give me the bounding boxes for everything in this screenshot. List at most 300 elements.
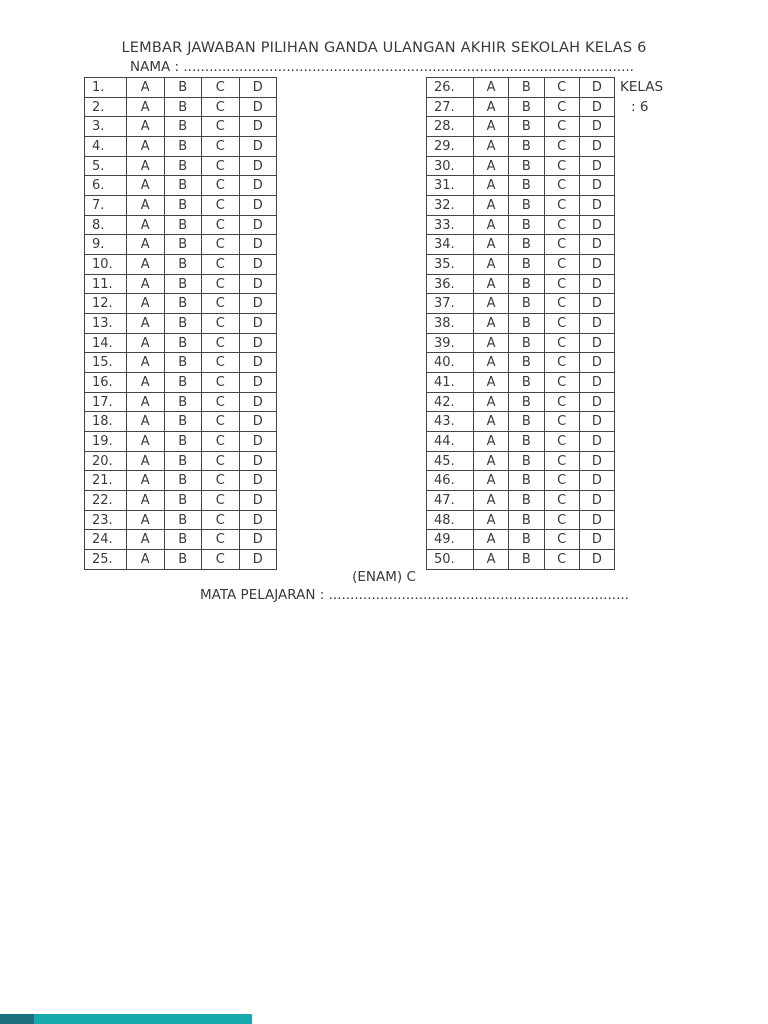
- choice-cell-b: B: [164, 510, 202, 530]
- choice-cell-a: A: [474, 471, 509, 491]
- question-number-cell: 15.: [85, 353, 127, 373]
- answer-table-26-50: [426, 77, 615, 570]
- choice-cell-c: C: [202, 314, 240, 334]
- choice-cell-c: C: [544, 235, 579, 255]
- answer-row: [85, 156, 277, 176]
- choice-cell-b: B: [164, 491, 202, 511]
- choice-cell-a: A: [127, 471, 165, 491]
- choice-cell-d: D: [579, 451, 614, 471]
- choice-cell-b: B: [509, 176, 544, 196]
- choice-cell-c: C: [202, 78, 240, 98]
- choice-cell-b: B: [509, 156, 544, 176]
- choice-cell-b: B: [509, 491, 544, 511]
- choice-cell-b: B: [509, 117, 544, 137]
- answer-row: [427, 176, 615, 196]
- choice-cell-d: D: [579, 432, 614, 452]
- answer-row: [85, 491, 277, 511]
- choice-cell-c: C: [202, 117, 240, 137]
- choice-cell-b: B: [164, 78, 202, 98]
- question-number-cell: 29.: [427, 137, 474, 157]
- question-number-cell: 23.: [85, 510, 127, 530]
- choice-cell-d: D: [239, 432, 277, 452]
- choice-cell-d: D: [579, 156, 614, 176]
- answer-row: [427, 471, 615, 491]
- choice-cell-b: B: [509, 235, 544, 255]
- choice-cell-a: A: [474, 274, 509, 294]
- choice-cell-d: D: [239, 353, 277, 373]
- choice-cell-d: D: [579, 196, 614, 216]
- answer-row: [427, 97, 615, 117]
- choice-cell-c: C: [202, 255, 240, 275]
- choice-cell-b: B: [509, 78, 544, 98]
- choice-cell-c: C: [544, 373, 579, 393]
- choice-cell-a: A: [127, 432, 165, 452]
- answer-row: [85, 314, 277, 334]
- choice-cell-d: D: [239, 392, 277, 412]
- choice-cell-c: C: [202, 156, 240, 176]
- choice-cell-a: A: [474, 196, 509, 216]
- choice-cell-a: A: [127, 137, 165, 157]
- choice-cell-c: C: [544, 412, 579, 432]
- footer-progress-bar-dark-segment: [0, 1014, 34, 1024]
- choice-cell-c: C: [544, 255, 579, 275]
- choice-cell-b: B: [509, 392, 544, 412]
- answer-row: [427, 432, 615, 452]
- subject-label: MATA PELAJARAN :: [200, 587, 329, 603]
- kelas-label: KELAS: [620, 79, 664, 95]
- choice-cell-d: D: [239, 373, 277, 393]
- answer-row: [427, 353, 615, 373]
- choice-cell-d: D: [579, 530, 614, 550]
- choice-cell-a: A: [127, 373, 165, 393]
- choice-cell-b: B: [164, 451, 202, 471]
- choice-cell-c: C: [202, 176, 240, 196]
- choice-cell-b: B: [509, 196, 544, 216]
- choice-cell-d: D: [239, 215, 277, 235]
- answer-row: [427, 491, 615, 511]
- choice-cell-a: A: [127, 215, 165, 235]
- choice-cell-c: C: [202, 471, 240, 491]
- choice-cell-b: B: [509, 274, 544, 294]
- choice-cell-b: B: [164, 412, 202, 432]
- answer-row: [85, 432, 277, 452]
- answer-row: [427, 78, 615, 98]
- question-number-cell: 22.: [85, 491, 127, 511]
- choice-cell-d: D: [239, 491, 277, 511]
- choice-cell-d: D: [239, 137, 277, 157]
- choice-cell-a: A: [474, 333, 509, 353]
- choice-cell-b: B: [509, 314, 544, 334]
- choice-cell-d: D: [579, 274, 614, 294]
- answer-row: [427, 392, 615, 412]
- choice-cell-c: C: [202, 97, 240, 117]
- choice-cell-a: A: [127, 333, 165, 353]
- choice-cell-c: C: [202, 294, 240, 314]
- choice-cell-a: A: [127, 314, 165, 334]
- answer-row: [85, 373, 277, 393]
- choice-cell-a: A: [127, 235, 165, 255]
- question-number-cell: 2.: [85, 97, 127, 117]
- choice-cell-d: D: [239, 117, 277, 137]
- answer-row: [427, 314, 615, 334]
- question-number-cell: 34.: [427, 235, 474, 255]
- page-title: LEMBAR JAWABAN PILIHAN GANDA ULANGAN AKHIR SEKOLAH KELAS 6: [121, 40, 647, 56]
- answer-row: [427, 451, 615, 471]
- answer-row: [85, 274, 277, 294]
- choice-cell-a: A: [127, 97, 165, 117]
- choice-cell-c: C: [202, 432, 240, 452]
- choice-cell-d: D: [579, 176, 614, 196]
- choice-cell-d: D: [579, 117, 614, 137]
- choice-cell-b: B: [164, 215, 202, 235]
- choice-cell-b: B: [164, 432, 202, 452]
- choice-cell-d: D: [239, 255, 277, 275]
- answer-row: [85, 294, 277, 314]
- choice-cell-a: A: [474, 491, 509, 511]
- choice-cell-d: D: [579, 235, 614, 255]
- question-number-cell: 36.: [427, 274, 474, 294]
- answer-row: [85, 78, 277, 98]
- choice-cell-c: C: [544, 530, 579, 550]
- choice-cell-b: B: [509, 215, 544, 235]
- choice-cell-b: B: [164, 333, 202, 353]
- question-number-cell: 11.: [85, 274, 127, 294]
- footer-progress-bar-main-segment: [34, 1014, 252, 1024]
- choice-cell-c: C: [544, 117, 579, 137]
- question-number-cell: 8.: [85, 215, 127, 235]
- choice-cell-c: C: [202, 491, 240, 511]
- question-number-cell: 3.: [85, 117, 127, 137]
- answer-row: [85, 471, 277, 491]
- kelas-value: : 6: [631, 99, 649, 115]
- choice-cell-c: C: [544, 196, 579, 216]
- answer-row: [85, 550, 277, 570]
- question-number-cell: 5.: [85, 156, 127, 176]
- question-number-cell: 20.: [85, 451, 127, 471]
- choice-cell-d: D: [239, 314, 277, 334]
- choice-cell-b: B: [164, 176, 202, 196]
- choice-cell-d: D: [239, 176, 277, 196]
- choice-cell-c: C: [202, 353, 240, 373]
- question-number-cell: 48.: [427, 510, 474, 530]
- choice-cell-c: C: [544, 451, 579, 471]
- subject-field-line: [200, 587, 670, 603]
- question-number-cell: 1.: [85, 78, 127, 98]
- choice-cell-d: D: [579, 373, 614, 393]
- enam-note: (ENAM) C: [352, 569, 416, 585]
- choice-cell-d: D: [239, 530, 277, 550]
- choice-cell-d: D: [579, 314, 614, 334]
- choice-cell-d: D: [579, 97, 614, 117]
- choice-cell-b: B: [509, 471, 544, 491]
- choice-cell-a: A: [127, 274, 165, 294]
- choice-cell-a: A: [474, 235, 509, 255]
- choice-cell-c: C: [202, 530, 240, 550]
- choice-cell-d: D: [579, 333, 614, 353]
- answer-row: [427, 333, 615, 353]
- footer-progress-bar: [0, 1014, 252, 1024]
- choice-cell-b: B: [509, 97, 544, 117]
- question-number-cell: 17.: [85, 392, 127, 412]
- choice-cell-c: C: [544, 176, 579, 196]
- answer-row: [85, 117, 277, 137]
- choice-cell-d: D: [239, 97, 277, 117]
- answer-row: [427, 550, 615, 570]
- question-number-cell: 18.: [85, 412, 127, 432]
- answer-row: [427, 412, 615, 432]
- choice-cell-a: A: [127, 196, 165, 216]
- answer-row: [85, 333, 277, 353]
- answer-row: [427, 137, 615, 157]
- choice-cell-b: B: [509, 550, 544, 570]
- answer-row: [85, 97, 277, 117]
- choice-cell-c: C: [544, 353, 579, 373]
- choice-cell-a: A: [127, 412, 165, 432]
- choice-cell-b: B: [509, 373, 544, 393]
- choice-cell-d: D: [579, 78, 614, 98]
- choice-cell-b: B: [164, 235, 202, 255]
- choice-cell-d: D: [239, 412, 277, 432]
- choice-cell-d: D: [239, 510, 277, 530]
- choice-cell-c: C: [544, 274, 579, 294]
- choice-cell-a: A: [127, 156, 165, 176]
- choice-cell-b: B: [164, 137, 202, 157]
- choice-cell-a: A: [474, 78, 509, 98]
- choice-cell-c: C: [202, 235, 240, 255]
- choice-cell-a: A: [474, 117, 509, 137]
- choice-cell-b: B: [164, 255, 202, 275]
- question-number-cell: 37.: [427, 294, 474, 314]
- choice-cell-c: C: [544, 333, 579, 353]
- choice-cell-b: B: [164, 550, 202, 570]
- choice-cell-d: D: [239, 78, 277, 98]
- answer-row: [427, 255, 615, 275]
- choice-cell-b: B: [164, 117, 202, 137]
- question-number-cell: 46.: [427, 471, 474, 491]
- question-number-cell: 19.: [85, 432, 127, 452]
- question-number-cell: 40.: [427, 353, 474, 373]
- answer-row: [85, 510, 277, 530]
- question-number-cell: 26.: [427, 78, 474, 98]
- choice-cell-c: C: [544, 314, 579, 334]
- answer-row: [427, 235, 615, 255]
- choice-cell-c: C: [544, 294, 579, 314]
- choice-cell-b: B: [164, 471, 202, 491]
- choice-cell-a: A: [127, 491, 165, 511]
- choice-cell-b: B: [164, 97, 202, 117]
- choice-cell-c: C: [202, 510, 240, 530]
- choice-cell-b: B: [509, 137, 544, 157]
- answer-row: [85, 255, 277, 275]
- question-number-cell: 33.: [427, 215, 474, 235]
- choice-cell-a: A: [474, 156, 509, 176]
- choice-cell-b: B: [509, 353, 544, 373]
- name-field-line: [130, 59, 650, 75]
- choice-cell-a: A: [474, 432, 509, 452]
- choice-cell-b: B: [164, 314, 202, 334]
- choice-cell-b: B: [164, 274, 202, 294]
- choice-cell-b: B: [164, 373, 202, 393]
- choice-cell-c: C: [544, 78, 579, 98]
- question-number-cell: 25.: [85, 550, 127, 570]
- answer-row: [85, 530, 277, 550]
- choice-cell-d: D: [579, 392, 614, 412]
- choice-cell-b: B: [164, 156, 202, 176]
- question-number-cell: 4.: [85, 137, 127, 157]
- choice-cell-d: D: [579, 491, 614, 511]
- choice-cell-d: D: [239, 471, 277, 491]
- answer-row: [427, 196, 615, 216]
- choice-cell-a: A: [474, 510, 509, 530]
- choice-cell-d: D: [579, 471, 614, 491]
- answer-row: [427, 373, 615, 393]
- question-number-cell: 24.: [85, 530, 127, 550]
- answer-row: [427, 117, 615, 137]
- choice-cell-d: D: [239, 294, 277, 314]
- answer-table-1-25: [84, 77, 277, 570]
- subject-dotted-line: ......................................................................: [328, 587, 629, 603]
- answer-row: [427, 294, 615, 314]
- choice-cell-a: A: [127, 255, 165, 275]
- choice-cell-b: B: [509, 255, 544, 275]
- choice-cell-a: A: [127, 550, 165, 570]
- choice-cell-c: C: [544, 510, 579, 530]
- answer-row: [427, 156, 615, 176]
- answer-row: [85, 176, 277, 196]
- choice-cell-a: A: [474, 137, 509, 157]
- choice-cell-a: A: [127, 510, 165, 530]
- answer-row: [427, 274, 615, 294]
- choice-cell-b: B: [509, 412, 544, 432]
- choice-cell-c: C: [544, 471, 579, 491]
- choice-cell-c: C: [202, 215, 240, 235]
- answer-row: [85, 235, 277, 255]
- answer-row: [427, 215, 615, 235]
- answer-row: [85, 196, 277, 216]
- question-number-cell: 38.: [427, 314, 474, 334]
- choice-cell-a: A: [474, 550, 509, 570]
- choice-cell-d: D: [239, 333, 277, 353]
- choice-cell-a: A: [474, 373, 509, 393]
- choice-cell-d: D: [239, 550, 277, 570]
- answer-row: [85, 137, 277, 157]
- choice-cell-d: D: [239, 196, 277, 216]
- choice-cell-a: A: [127, 451, 165, 471]
- choice-cell-c: C: [202, 373, 240, 393]
- choice-cell-a: A: [474, 392, 509, 412]
- question-number-cell: 27.: [427, 97, 474, 117]
- choice-cell-c: C: [544, 215, 579, 235]
- choice-cell-a: A: [474, 255, 509, 275]
- choice-cell-d: D: [579, 215, 614, 235]
- question-number-cell: 6.: [85, 176, 127, 196]
- choice-cell-c: C: [544, 491, 579, 511]
- choice-cell-c: C: [202, 196, 240, 216]
- question-number-cell: 50.: [427, 550, 474, 570]
- choice-cell-a: A: [127, 353, 165, 373]
- choice-cell-c: C: [544, 97, 579, 117]
- choice-cell-d: D: [579, 353, 614, 373]
- choice-cell-c: C: [202, 451, 240, 471]
- choice-cell-a: A: [474, 412, 509, 432]
- choice-cell-c: C: [544, 392, 579, 412]
- choice-cell-a: A: [474, 451, 509, 471]
- question-number-cell: 44.: [427, 432, 474, 452]
- choice-cell-c: C: [202, 412, 240, 432]
- choice-cell-a: A: [127, 117, 165, 137]
- choice-cell-c: C: [544, 156, 579, 176]
- choice-cell-d: D: [239, 156, 277, 176]
- question-number-cell: 13.: [85, 314, 127, 334]
- question-number-cell: 28.: [427, 117, 474, 137]
- choice-cell-b: B: [164, 353, 202, 373]
- question-number-cell: 9.: [85, 235, 127, 255]
- question-number-cell: 12.: [85, 294, 127, 314]
- question-number-cell: 32.: [427, 196, 474, 216]
- choice-cell-d: D: [579, 255, 614, 275]
- choice-cell-d: D: [239, 235, 277, 255]
- question-number-cell: 41.: [427, 373, 474, 393]
- question-number-cell: 45.: [427, 451, 474, 471]
- choice-cell-d: D: [579, 510, 614, 530]
- question-number-cell: 31.: [427, 176, 474, 196]
- question-number-cell: 7.: [85, 196, 127, 216]
- choice-cell-b: B: [509, 451, 544, 471]
- choice-cell-d: D: [579, 137, 614, 157]
- question-number-cell: 35.: [427, 255, 474, 275]
- choice-cell-b: B: [509, 510, 544, 530]
- choice-cell-a: A: [474, 215, 509, 235]
- choice-cell-a: A: [127, 176, 165, 196]
- question-number-cell: 39.: [427, 333, 474, 353]
- answer-row: [85, 412, 277, 432]
- choice-cell-a: A: [127, 530, 165, 550]
- name-dotted-line: .........................................................................................................: [183, 59, 634, 75]
- answer-row: [85, 353, 277, 373]
- choice-cell-d: D: [239, 274, 277, 294]
- choice-cell-b: B: [509, 432, 544, 452]
- choice-cell-c: C: [202, 392, 240, 412]
- choice-cell-a: A: [474, 530, 509, 550]
- question-number-cell: 30.: [427, 156, 474, 176]
- question-number-cell: 49.: [427, 530, 474, 550]
- choice-cell-a: A: [474, 97, 509, 117]
- choice-cell-b: B: [509, 333, 544, 353]
- choice-cell-c: C: [202, 550, 240, 570]
- name-label: NAMA :: [130, 59, 184, 75]
- question-number-cell: 42.: [427, 392, 474, 412]
- choice-cell-c: C: [544, 432, 579, 452]
- choice-cell-a: A: [127, 78, 165, 98]
- choice-cell-a: A: [474, 294, 509, 314]
- answer-row: [427, 530, 615, 550]
- choice-cell-d: D: [239, 451, 277, 471]
- answer-row: [85, 451, 277, 471]
- choice-cell-b: B: [509, 530, 544, 550]
- choice-cell-c: C: [202, 333, 240, 353]
- answer-row: [85, 215, 277, 235]
- choice-cell-d: D: [579, 550, 614, 570]
- choice-cell-b: B: [164, 530, 202, 550]
- answer-row: [85, 392, 277, 412]
- choice-cell-a: A: [127, 392, 165, 412]
- choice-cell-d: D: [579, 412, 614, 432]
- question-number-cell: 16.: [85, 373, 127, 393]
- answer-row: [427, 510, 615, 530]
- choice-cell-a: A: [474, 176, 509, 196]
- question-number-cell: 14.: [85, 333, 127, 353]
- choice-cell-b: B: [164, 392, 202, 412]
